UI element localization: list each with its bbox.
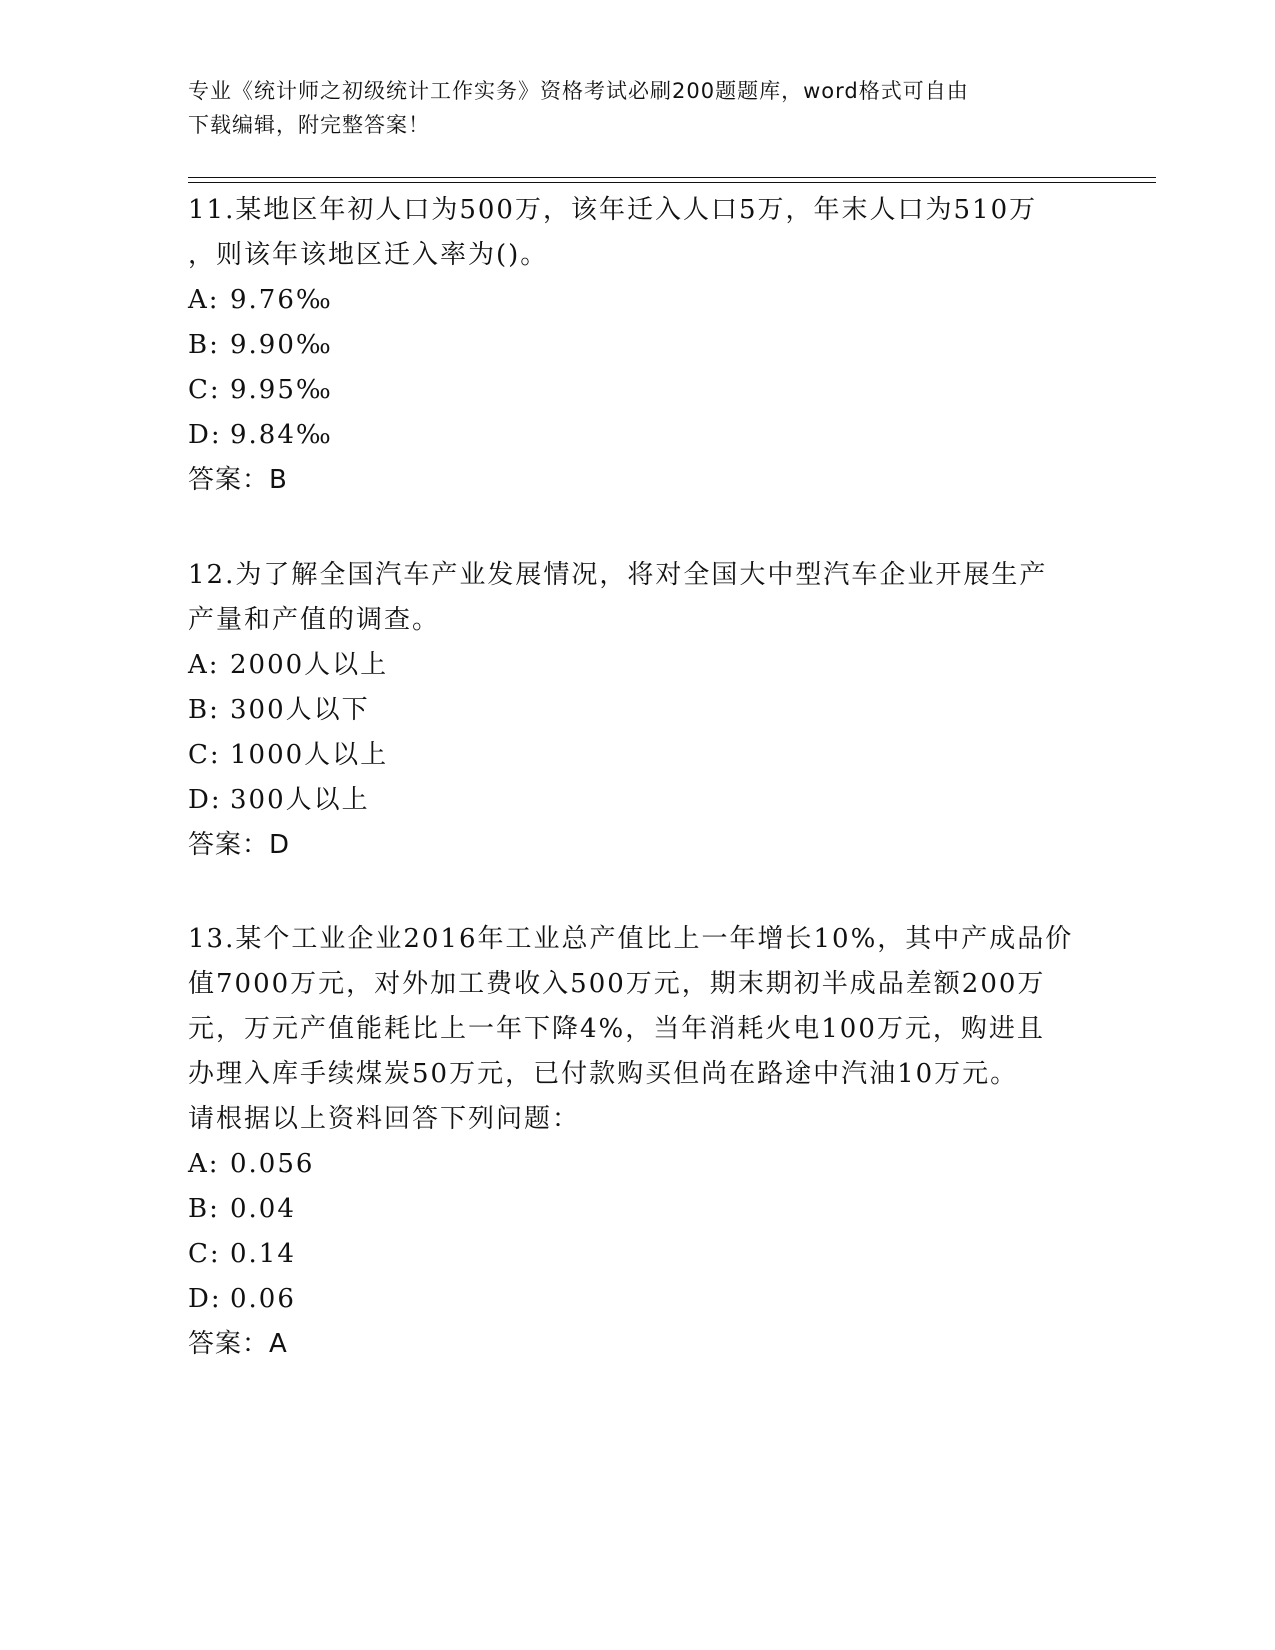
header-divider-top bbox=[188, 177, 1156, 178]
option-d bbox=[188, 778, 1078, 823]
question-stem-line: 值7000万元，对外加工费收入500万元，期末期初半成品差额200万 bbox=[188, 969, 1046, 999]
option-key: A: bbox=[188, 285, 220, 315]
question-stem-line: 13.某个工业企业2016年工业总产值比上一年增长10%，其中产成品价 bbox=[188, 924, 1074, 954]
option-key: D: bbox=[188, 420, 222, 450]
option-key: A: bbox=[188, 650, 220, 680]
option-a bbox=[188, 278, 1078, 323]
option-text: 0.056 bbox=[230, 1149, 315, 1179]
option-text: 9.76‰ bbox=[230, 285, 333, 315]
header-line-2: 下载编辑，附完整答案！ bbox=[188, 113, 430, 137]
question-stem-line: 办理入库手续煤炭50万元，已付款购买但尚在路途中汽油10万元。 bbox=[188, 1059, 1019, 1089]
option-text: 2000人以上 bbox=[230, 650, 389, 680]
question-12 bbox=[188, 553, 1078, 868]
option-d bbox=[188, 413, 1078, 458]
answer-line: 答案：A bbox=[188, 1329, 288, 1359]
option-a bbox=[188, 1142, 1078, 1187]
option-key: C: bbox=[188, 740, 221, 770]
document-header bbox=[188, 74, 1068, 142]
answer-line: 答案：D bbox=[188, 830, 291, 860]
question-stem-line: ，则该年该地区迁入率为()。 bbox=[188, 240, 549, 270]
option-b bbox=[188, 688, 1078, 733]
option-text: 0.06 bbox=[230, 1284, 296, 1314]
option-text: 9.95‰ bbox=[230, 375, 333, 405]
header-line-1: 专业《统计师之初级统计工作实务》资格考试必刷200题题库，word格式可自由 bbox=[188, 79, 969, 103]
option-text: 1000人以上 bbox=[230, 740, 389, 770]
option-d bbox=[188, 1277, 1078, 1322]
option-key: B: bbox=[188, 1194, 220, 1224]
option-key: D: bbox=[188, 1284, 222, 1314]
option-text: 300人以下 bbox=[230, 695, 370, 725]
answer-line: 答案：B bbox=[188, 465, 288, 495]
option-text: 300人以上 bbox=[230, 785, 370, 815]
question-stem-line: 产量和产值的调查。 bbox=[188, 605, 441, 635]
option-c bbox=[188, 1232, 1078, 1277]
option-key: B: bbox=[188, 695, 220, 725]
question-stem-line: 11.某地区年初人口为500万，该年迁入人口5万，年末人口为510万 bbox=[188, 195, 1038, 225]
option-text: 0.14 bbox=[230, 1239, 296, 1269]
option-key: C: bbox=[188, 375, 221, 405]
option-c bbox=[188, 733, 1078, 778]
option-key: C: bbox=[188, 1239, 221, 1269]
question-11 bbox=[188, 188, 1078, 503]
option-text: 9.90‰ bbox=[230, 330, 333, 360]
option-b bbox=[188, 1187, 1078, 1232]
option-key: A: bbox=[188, 1149, 220, 1179]
option-key: B: bbox=[188, 330, 220, 360]
option-key: D: bbox=[188, 785, 222, 815]
option-text: 0.04 bbox=[230, 1194, 296, 1224]
option-text: 9.84‰ bbox=[230, 420, 333, 450]
option-c bbox=[188, 368, 1078, 413]
question-stem-line: 12.为了解全国汽车产业发展情况，将对全国大中型汽车企业开展生产 bbox=[188, 560, 1048, 590]
question-13 bbox=[188, 917, 1078, 1367]
option-b bbox=[188, 323, 1078, 368]
header-divider-bottom bbox=[188, 182, 1156, 183]
question-stem-line: 元，万元产值能耗比上一年下降4%，当年消耗火电100万元，购进且 bbox=[188, 1014, 1045, 1044]
option-a bbox=[188, 643, 1078, 688]
question-stem-line: 请根据以上资料回答下列问题： bbox=[188, 1104, 581, 1134]
